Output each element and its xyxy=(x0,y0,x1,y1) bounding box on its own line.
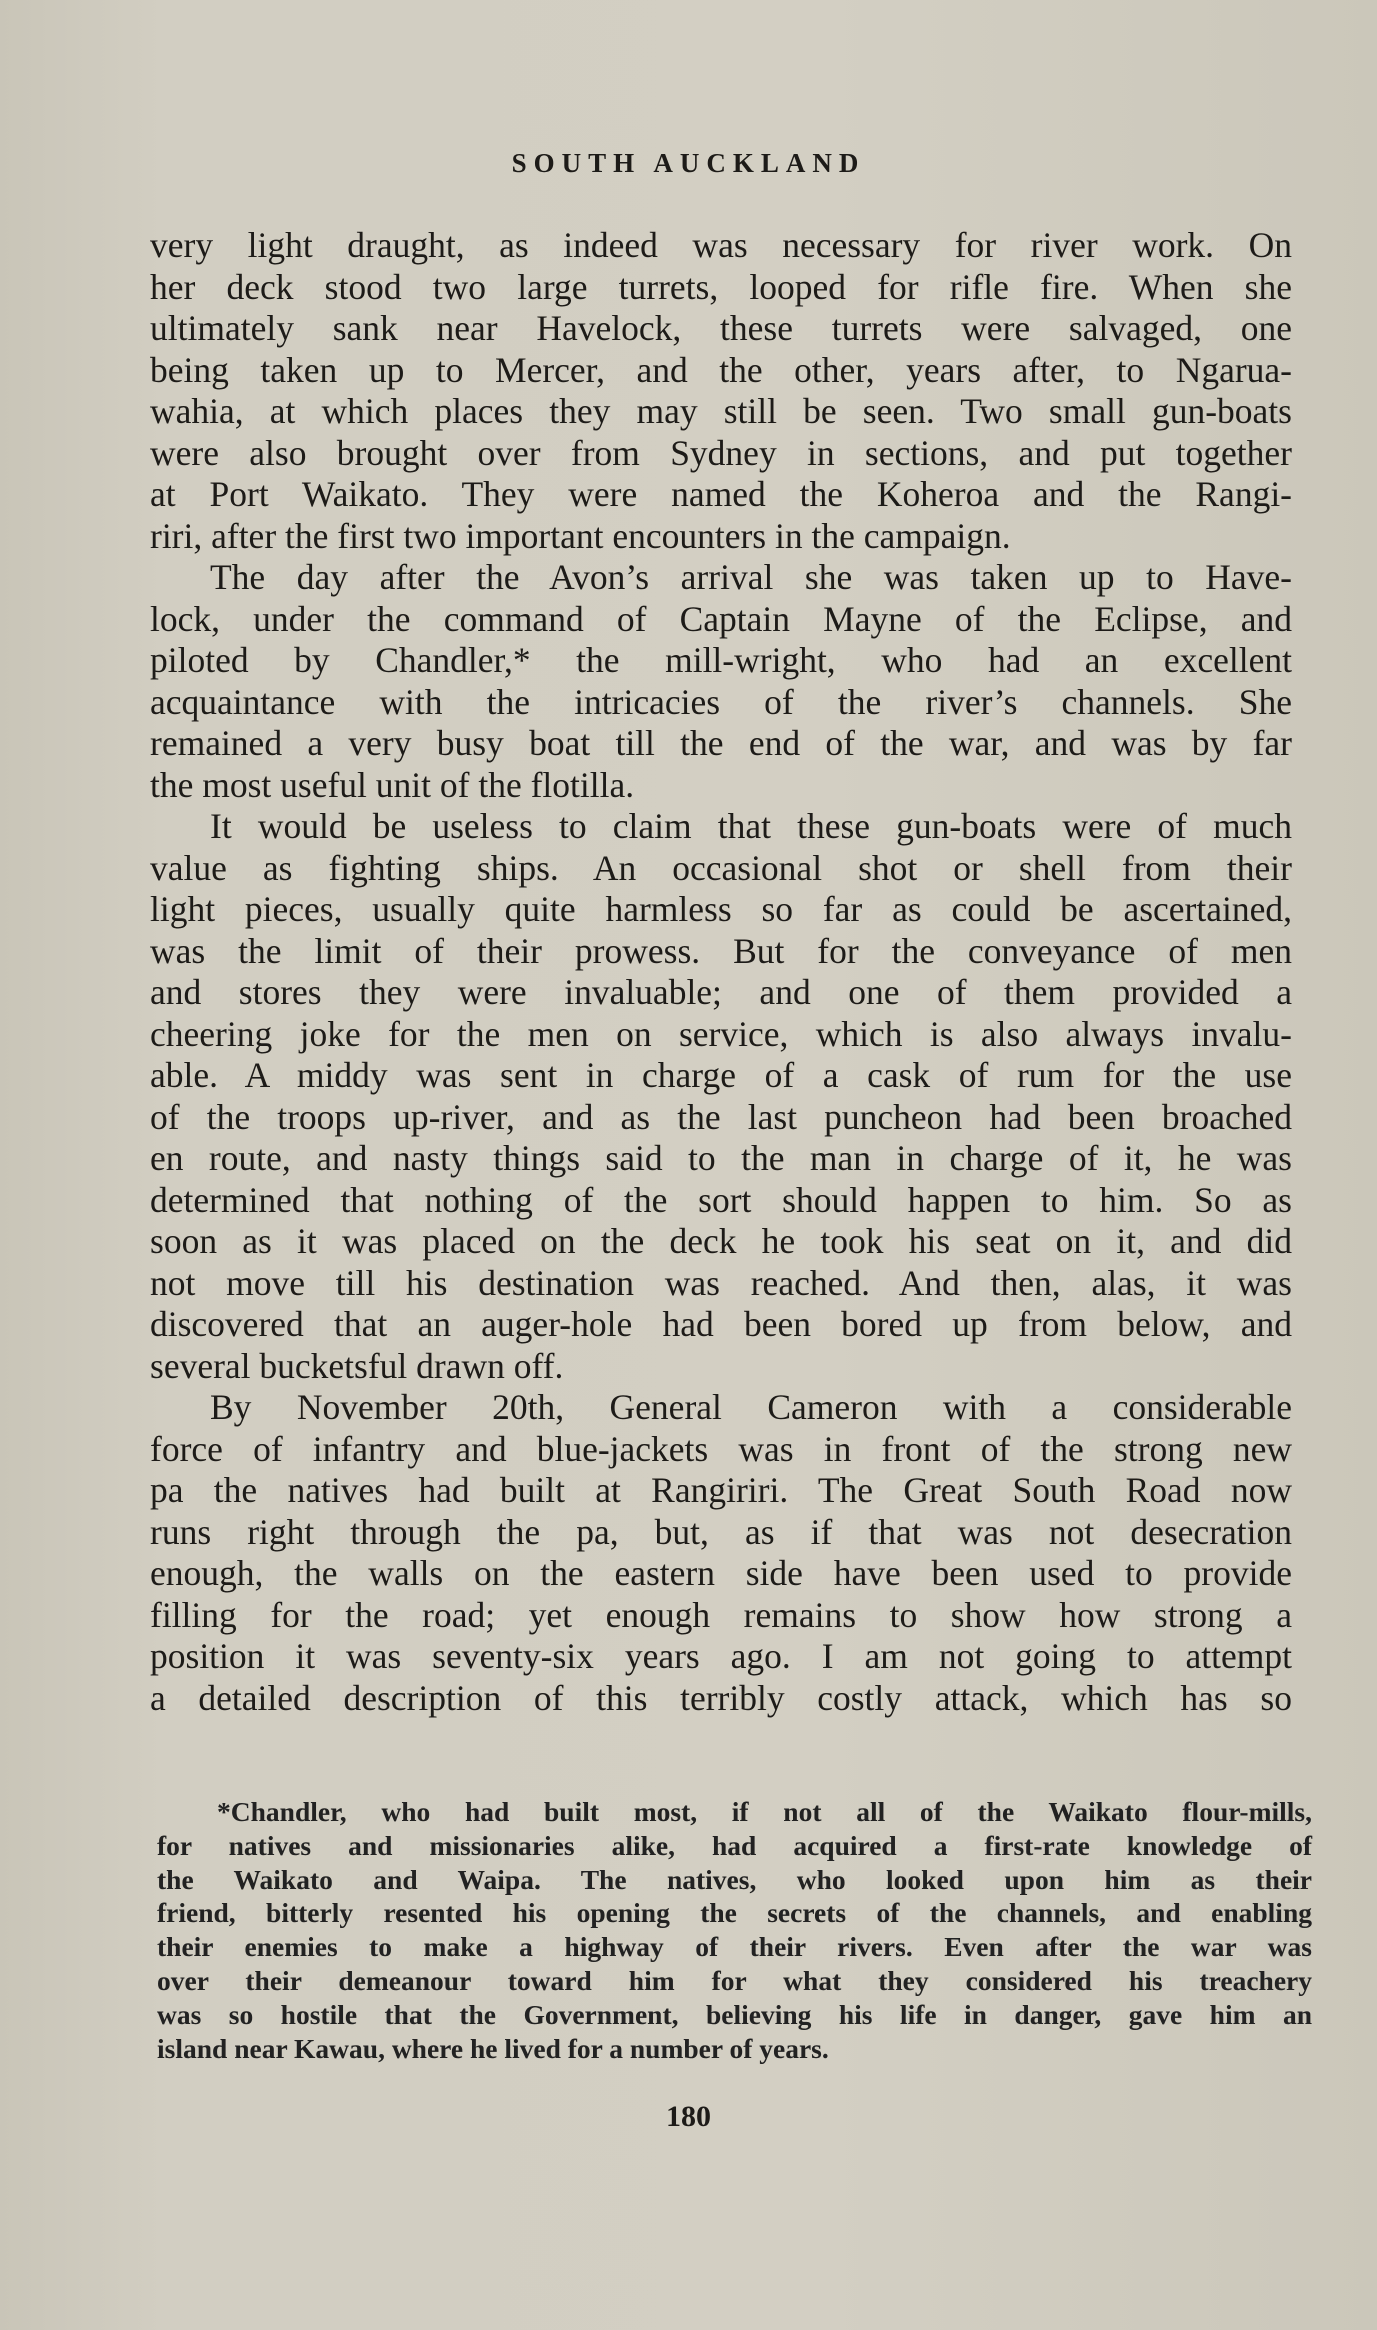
text-line: the most useful unit of the flotilla. xyxy=(150,764,635,805)
text-line: several bucketsful drawn off. xyxy=(150,1345,564,1386)
text-line: cheering joke for the men on service, which is also always invalu- xyxy=(150,1013,1292,1054)
text-line: was the limit of their prowess. But for the conveyance of men xyxy=(150,930,1292,971)
text-line: being taken up to Mercer, and the other, years after, to Ngarua- xyxy=(150,349,1292,390)
text-line: riri, after the first two important encounters in the campaign. xyxy=(150,515,1011,556)
text-line: enough, the walls on the eastern side have been used to provide xyxy=(150,1553,1292,1593)
text-line: very light draught, as indeed was necessary for river work. On xyxy=(150,225,1292,265)
text-line: of the troops up-river, and as the last puncheon had been broached xyxy=(150,1096,1292,1137)
running-head: SOUTH AUCKLAND xyxy=(511,148,866,178)
text-line: wahia, at which places they may still be seen. Two small gun-boats xyxy=(150,391,1292,431)
footnote-line: for natives and missionaries alike, had acquired a first-rate knowledge of xyxy=(157,1829,1312,1861)
text-line: were also brought over from Sydney in sections, and put together xyxy=(150,432,1292,473)
page-number: 180 xyxy=(666,2100,711,2133)
text-line: discovered that an auger-hole had been bored up from below, and xyxy=(150,1304,1292,1344)
text-line: pa the natives had built at Rangiriri. The Great South Road now xyxy=(150,1470,1292,1510)
text-line: It would be useless to claim that these gun-boats were of much xyxy=(210,806,1292,846)
text-line: By November 20th, General Cameron with a considerable xyxy=(210,1387,1292,1427)
text-line: a detailed description of this terribly costly attack, which has so xyxy=(150,1677,1292,1718)
text-line: en route, and nasty things said to the man in charge of it, he was xyxy=(150,1138,1292,1178)
text-line: light pieces, usually quite harmless so far as could be ascertained, xyxy=(150,889,1292,929)
text-line: runs right through the pa, but, as if that was not desecration xyxy=(150,1511,1292,1552)
footnote-line: over their demeanour toward him for what they considered his treachery xyxy=(157,1964,1312,1996)
footnote-line: island near Kawau, where he lived for a number of years. xyxy=(157,2032,829,2064)
body-text xyxy=(150,225,1292,1719)
footnote-line: friend, bitterly resented his opening the secrets of the channels, and enabling xyxy=(157,1897,1312,1929)
text-line: The day after the Avon’s arrival she was taken up to Have- xyxy=(210,557,1292,597)
text-line: filling for the road; yet enough remains to show how strong a xyxy=(150,1594,1292,1635)
text-line: soon as it was placed on the deck he took his seat on it, and did xyxy=(150,1221,1292,1261)
text-line: not move till his destination was reached. And then, alas, it was xyxy=(150,1262,1292,1303)
text-line: her deck stood two large turrets, looped for rifle fire. When she xyxy=(150,266,1292,307)
text-line: ultimately sank near Havelock, these turrets were salvaged, one xyxy=(150,308,1292,348)
footnote-line: the Waikato and Waipa. The natives, who looked upon him as their xyxy=(157,1863,1312,1895)
text-line: determined that nothing of the sort should happen to him. So as xyxy=(150,1179,1292,1220)
text-line: value as fighting ships. An occasional shot or shell from their xyxy=(150,847,1292,888)
text-line: lock, under the command of Captain Mayne of the Eclipse, and xyxy=(150,598,1292,639)
text-line: force of infantry and blue-jackets was in front of the strong new xyxy=(150,1428,1292,1469)
text-line: acquaintance with the intricacies of the river’s channels. She xyxy=(150,681,1292,722)
text-line: remained a very busy boat till the end of the war, and was by far xyxy=(150,723,1292,763)
footnote-line: their enemies to make a highway of their rivers. Even after the war was xyxy=(157,1931,1312,1963)
footnote-line: *Chandler, who had built most, if not all of the Waikato flour-mills, xyxy=(217,1796,1312,1827)
text-line: position it was seventy-six years ago. I am not going to attempt xyxy=(150,1636,1292,1676)
text-line: piloted by Chandler,* the mill-wright, who had an excellent xyxy=(150,640,1292,680)
footnote-line: was so hostile that the Government, believing his life in danger, gave him an xyxy=(157,1998,1312,2030)
text-line: and stores they were invaluable; and one of them provided a xyxy=(150,972,1292,1012)
text-line: able. A middy was sent in charge of a cask of rum for the use xyxy=(150,1055,1292,1095)
footnote xyxy=(157,1795,1312,2065)
text-line: at Port Waikato. They were named the Koheroa and the Rangi- xyxy=(150,474,1292,514)
